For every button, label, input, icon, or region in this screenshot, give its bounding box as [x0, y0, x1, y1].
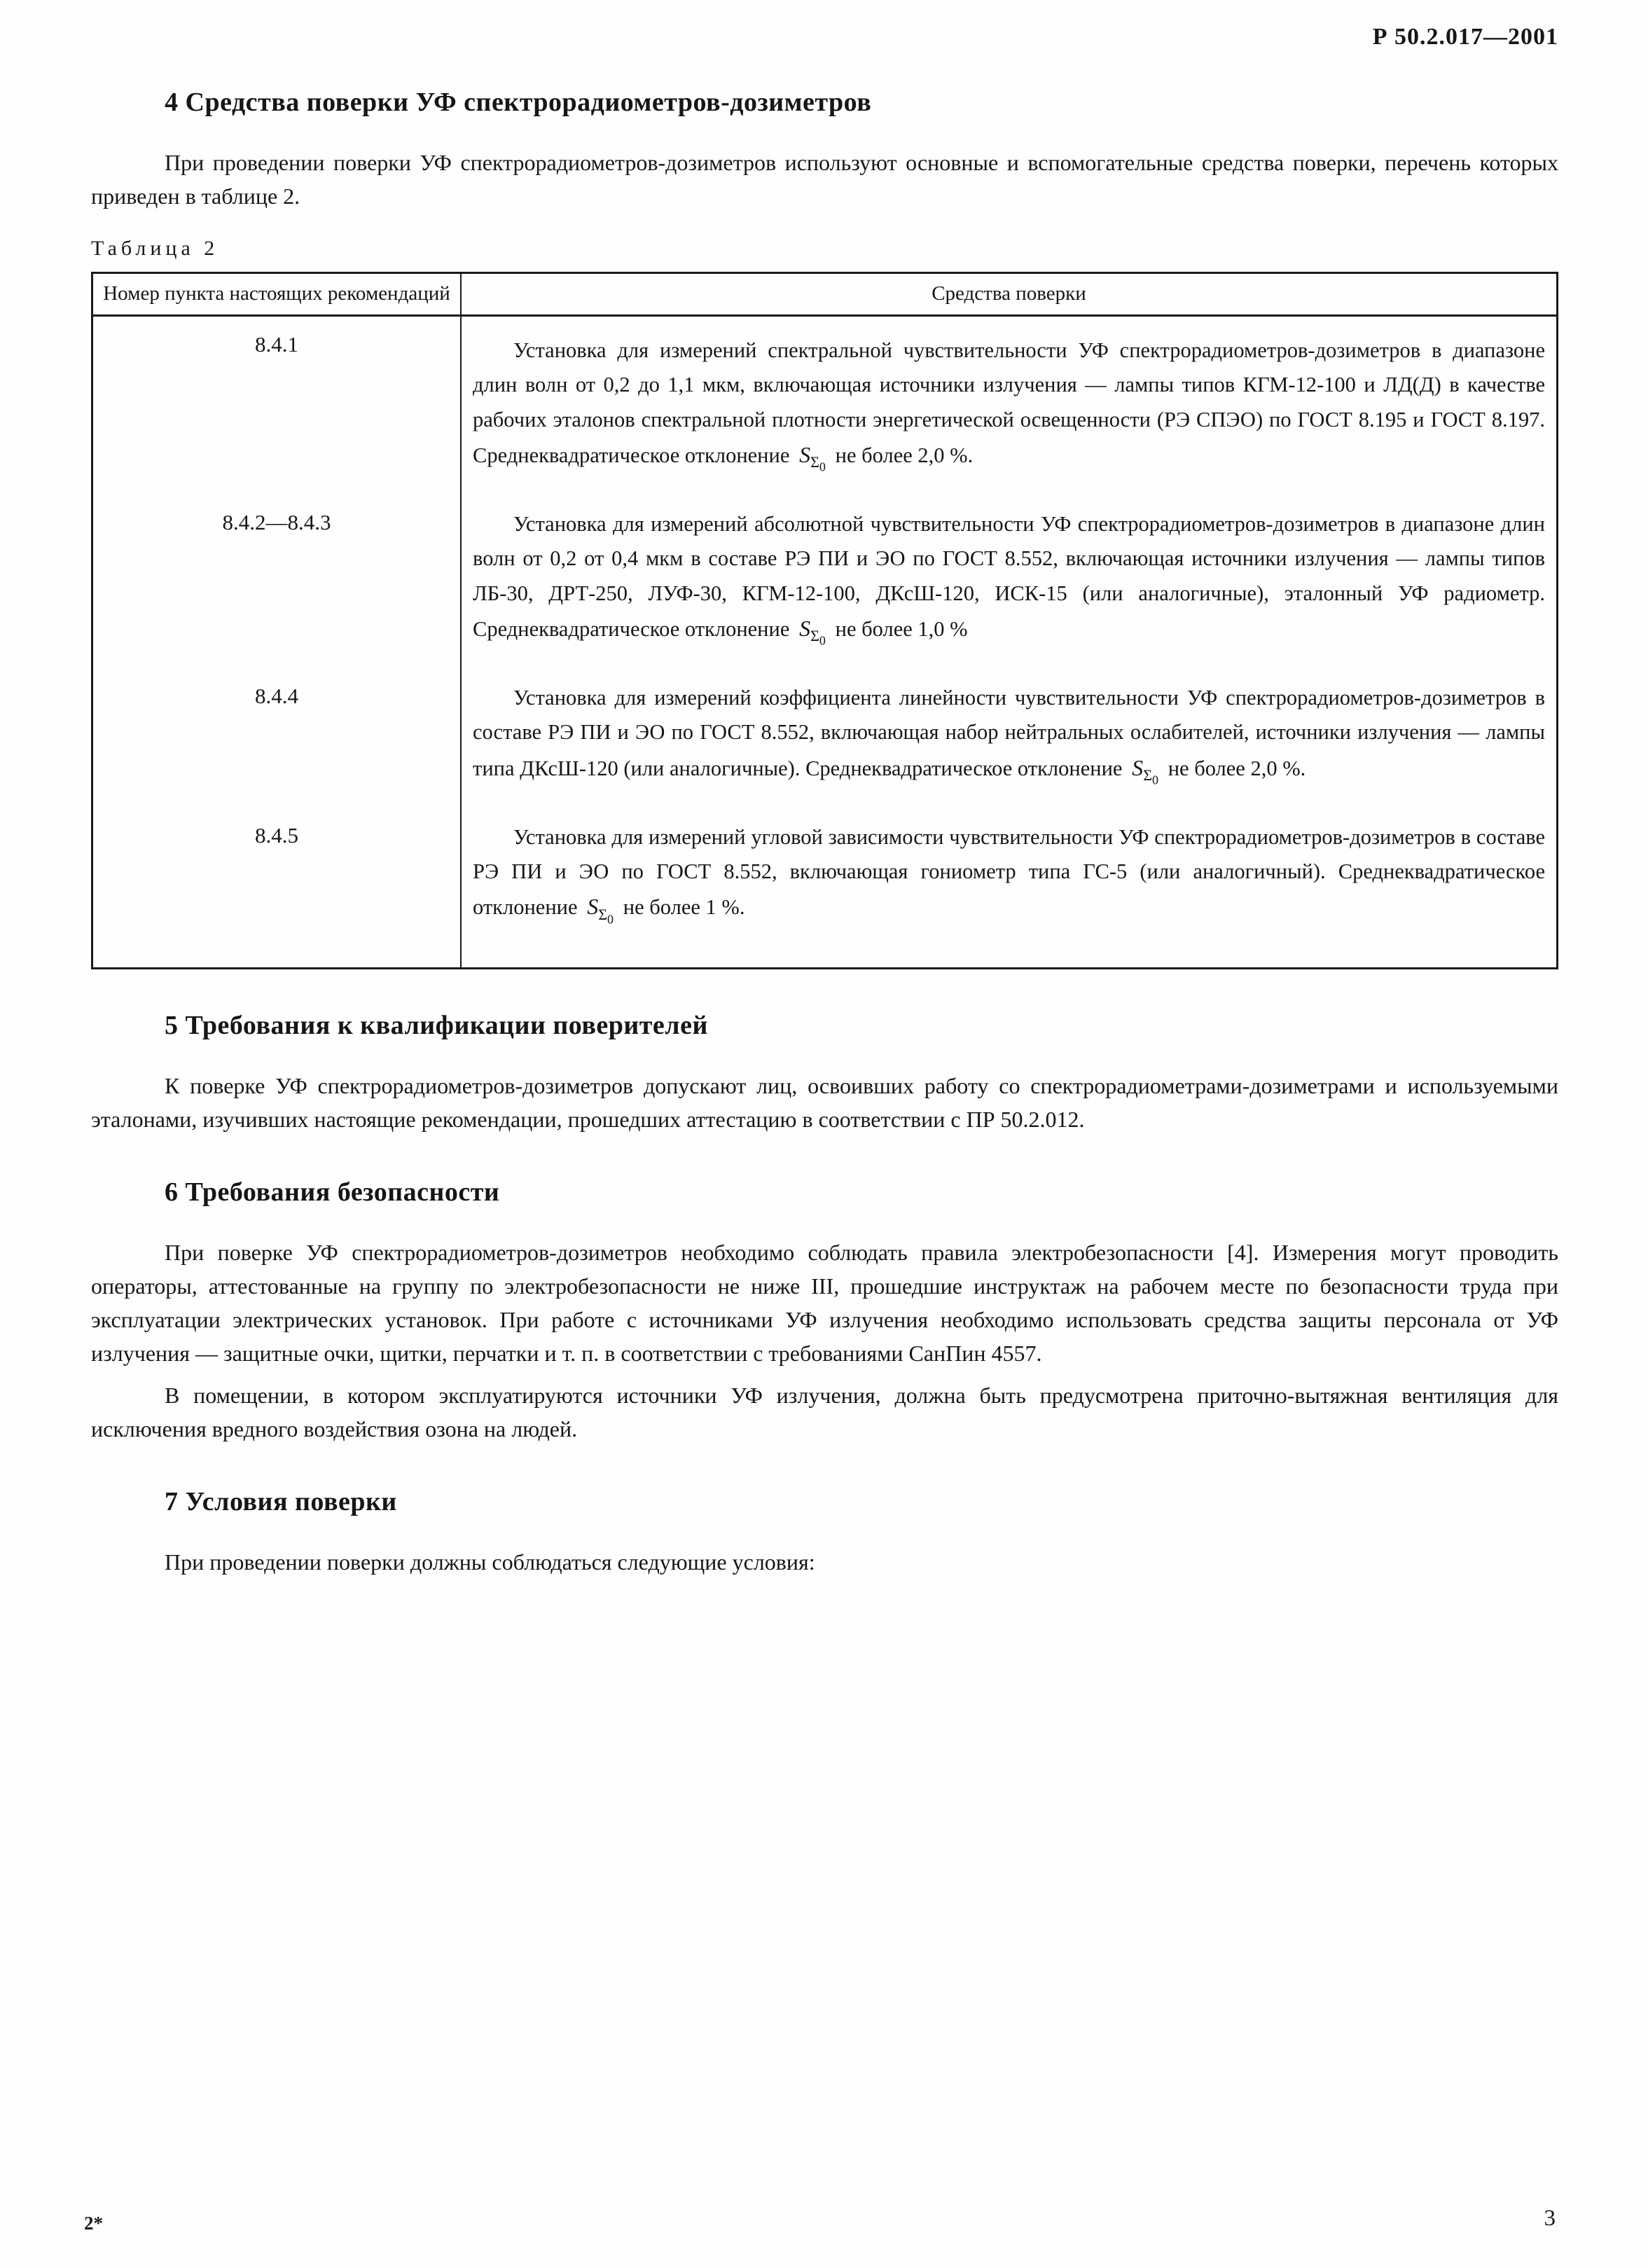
table-row	[92, 668, 1558, 808]
table-row	[92, 315, 1558, 495]
table-header	[92, 273, 1558, 316]
section4-heading: 4 Средства поверки УФ спектрорадиометров-дозиметров	[165, 88, 872, 117]
section4-paragraph: При проведении поверки УФ спектрорадиометров-дозиметров используют основные и вспомогательные средства поверки, перечень которых приведен в таблице 2.	[91, 150, 1558, 209]
section7-paragraph: При проведении поверки должны соблюдаться следующие условия:	[165, 1549, 815, 1575]
section6-paragraph: При поверке УФ спектрорадиометров-дозиметров необходимо соблюдать правила электробезопасности [4]. Измерения могут проводить операторы, аттестованные на группу по электробезопасности не ниже III, прошедшие инструктаж на рабочем месте по безопасности труда при эксплуатации электрических установок. При работе с источниками УФ излучения необходимо использовать средства защиты персонала от УФ излучения — защитные очки, щитки, перчатки и т. п. в соответствии с требованиями СанПин 4557.	[91, 1240, 1558, 1367]
means-text-cell: Установка для измерений угловой зависимости чувствительности УФ спектрорадиометров-дозиметров в составе РЭ ПИ и ЭО по ГОСТ 8.552, включающая гониометр типа ГС-5 (или аналогичный). Среднеквадратическое отклонение $S_{\Sigma_0}$ не более 1 %.	[473, 824, 1545, 926]
printer-signature-mark: 2*	[84, 2213, 103, 2234]
page-number: 3	[1544, 2206, 1556, 2231]
std-deviation-symbol: $S_{\Sigma_0}$	[587, 894, 614, 926]
column-header-means: Средства поверки	[461, 273, 1558, 316]
means-text-cell: Установка для измерений абсолютной чувствительности УФ спектрорадиометров-дозиметров в диапазоне длин волн от 0,2 от 0,4 мкм в составе РЭ ПИ и ЭО по ГОСТ 8.552, включающая источники излучения — лампы типов ЛБ-30, ДРТ-250, ЛУФ-30, КГМ-12-100, ДКсШ-120, ИСК-15 (или аналогичные), эталонный УФ радиометр. Среднеквадратическое отклонение $S_{\Sigma_0}$ не более 1,0 %	[473, 511, 1545, 648]
clause-number-cell: 8.4.5	[92, 808, 462, 969]
table-row	[92, 808, 1558, 969]
clause-number-cell: 8.4.2—8.4.3	[92, 495, 462, 668]
section6-paragraph: В помещении, в котором эксплуатируются источники УФ излучения, должна быть предусмотрена приточно-вытяжная вентиляция для исключения вредного воздействия озона на людей.	[91, 1383, 1558, 1442]
section5-paragraph: К поверке УФ спектрорадиометров-дозиметров допускают лиц, освоивших работу со спектрорадиометрами-дозиметрами и используемыми эталонами, изучивших настоящие рекомендации, прошедших аттестацию в соответствии с ПР 50.2.012.	[91, 1073, 1558, 1133]
verification-means-table	[91, 272, 1558, 969]
table-row	[92, 495, 1558, 668]
std-deviation-symbol: $S_{\Sigma_0}$	[1132, 754, 1158, 787]
clause-number-cell: 8.4.4	[92, 668, 462, 808]
std-deviation-symbol: $S_{\Sigma_0}$	[799, 616, 826, 648]
section5-heading: 5 Требования к квалификации поверителей	[165, 1011, 708, 1041]
section6-heading: 6 Требования безопасности	[165, 1177, 500, 1208]
means-text-cell: Установка для измерений коэффициента линейности чувствительности УФ спектрорадиометров-дозиметров в составе РЭ ПИ и ЭО по ГОСТ 8.552, включающая набор нейтральных ослабителей, источники излучения — лампы типа ДКсШ-120 (или аналогичные). Среднеквадратическое отклонение $S_{\Sigma_0}$ не более 2,0 %.	[473, 685, 1545, 787]
clause-number-cell: 8.4.1	[92, 315, 462, 495]
std-deviation-symbol: $S_{\Sigma_0}$	[799, 441, 826, 474]
column-header-clause-number: Номер пункта настоящих рекомендаций	[92, 273, 462, 316]
table-label: Таблица 2	[91, 237, 219, 260]
section7-heading: 7 Условия поверки	[165, 1487, 397, 1517]
means-text-cell: Установка для измерений спектральной чувствительности УФ спектрорадиометров-дозиметров в диапазоне длин волн от 0,2 до 1,1 мкм, включающая источники излучения — лампы типов КГМ-12-100 и ЛД(Д) в качестве рабочих эталонов спектральной плотности энергетической освещенности (РЭ СПЭО) по ГОСТ 8.195 и ГОСТ 8.197. Среднеквадратическое отклонение $S_{\Sigma_0}$ не более 2,0 %.	[473, 338, 1545, 474]
doc-code: Р 50.2.017—2001	[1372, 24, 1558, 50]
